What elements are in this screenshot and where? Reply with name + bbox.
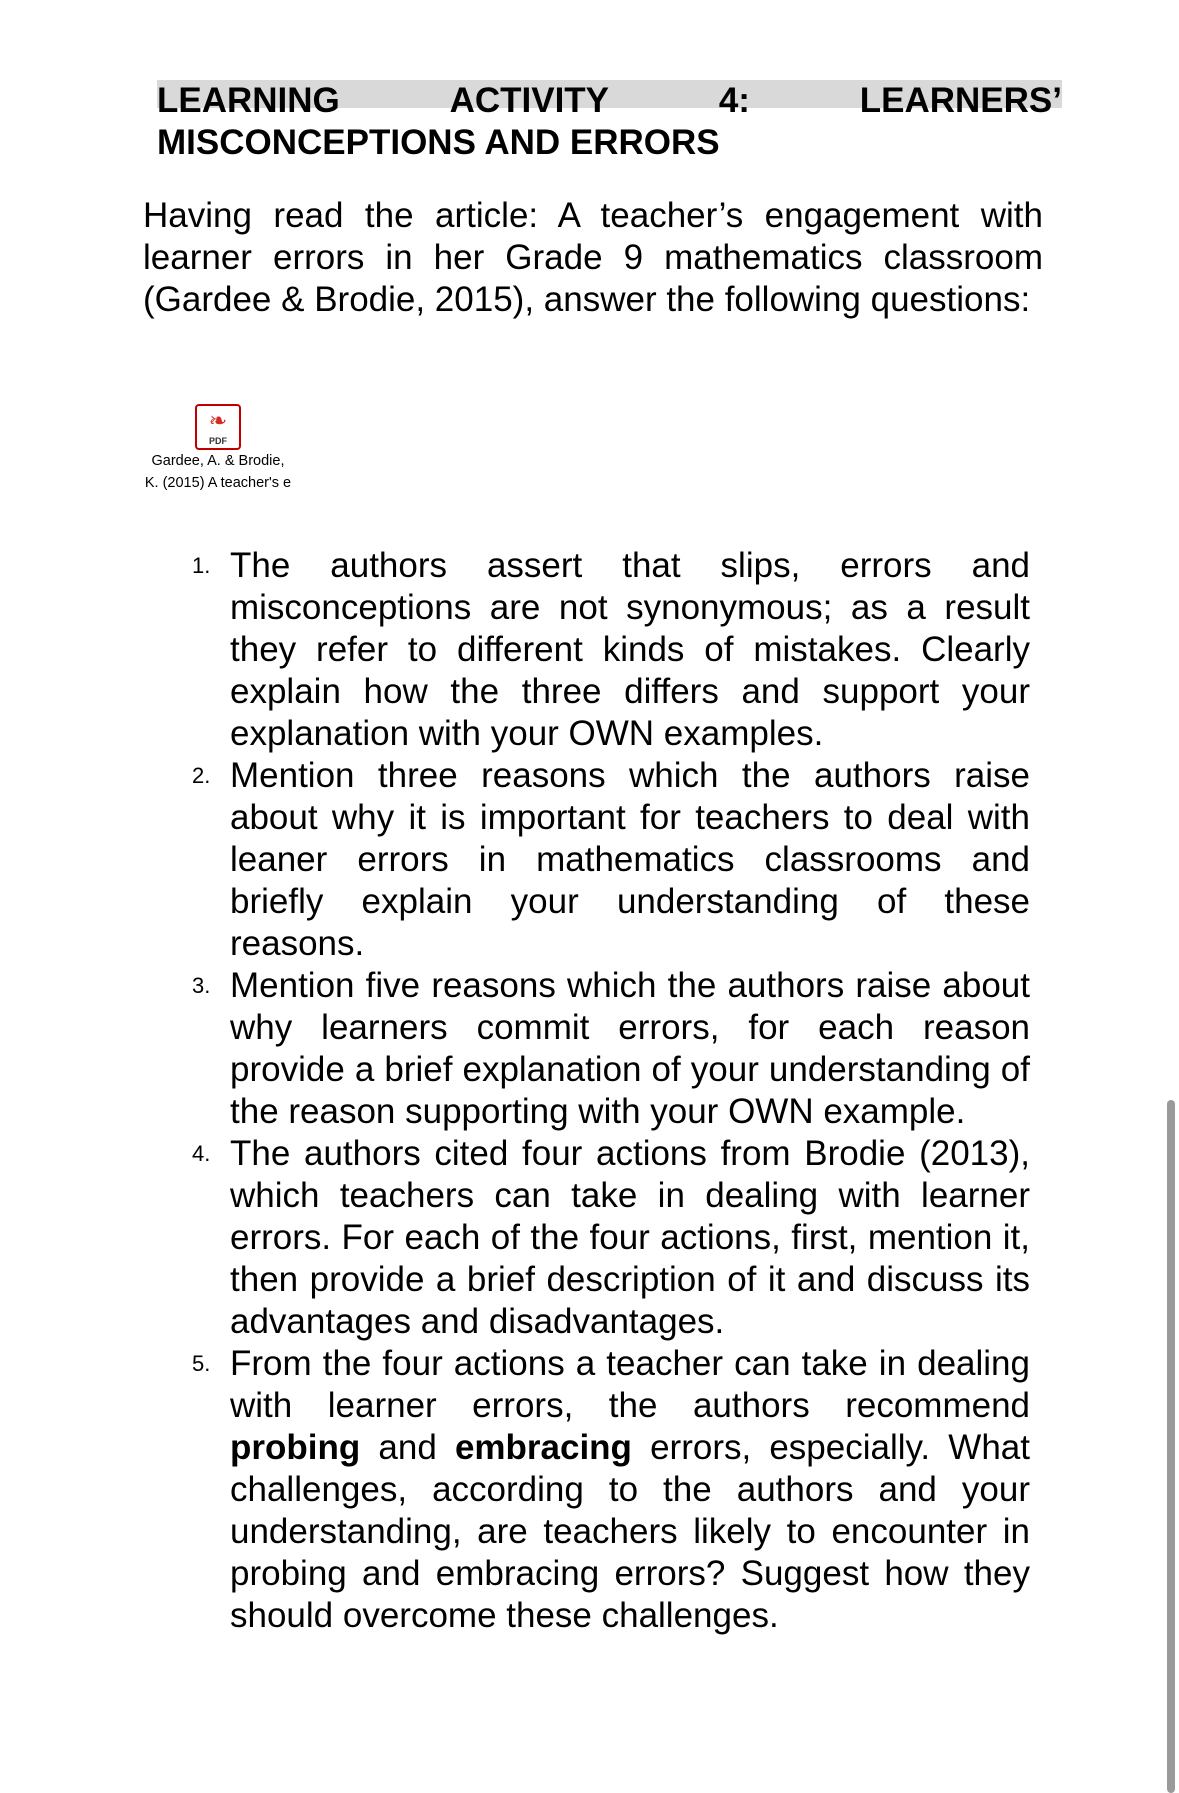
scrollbar-thumb[interactable]: [1167, 1100, 1175, 1793]
heading-word: 4:: [718, 81, 750, 120]
question-item: [192, 545, 1030, 755]
heading-line-2: MISCONCEPTIONS AND ERRORS: [157, 123, 720, 162]
question-number: 4.: [192, 1141, 211, 1166]
question-item: [192, 1343, 1030, 1637]
pdf-attachment[interactable]: [143, 404, 293, 494]
question-text: Mention five reasons which the authors raise about why learners commit errors, for each reason provide a brief explanation of your understanding of the reason supporting with your OWN example.: [230, 966, 1030, 1131]
question-number: 3.: [192, 973, 211, 998]
heading-word: LEARNING: [157, 81, 340, 120]
pdf-file-icon[interactable]: [195, 404, 241, 450]
question-item: [192, 1133, 1030, 1343]
question-text-part: and: [378, 1428, 437, 1467]
activity-heading: [157, 80, 1062, 164]
question-number: 1.: [192, 553, 211, 578]
attachment-caption-line-2: K. (2015) A teacher's e: [144, 475, 292, 491]
bold-term-probing: probing: [230, 1428, 361, 1467]
bold-term-embracing: embracing: [454, 1428, 632, 1467]
heading-word: ACTIVITY: [449, 81, 610, 120]
acrobat-glyph-icon: ❧: [208, 408, 228, 433]
question-item: [192, 755, 1030, 965]
question-text: The authors assert that slips, errors and misconceptions are not synonymous; as a result they refer to different kinds of mistakes. Clearly explain how the three differs and support your explanation with your OWN examples.: [230, 546, 1030, 753]
question-number: 2.: [192, 763, 211, 788]
question-text-part: errors, especially. What challenges, according to the authors and your understanding, are teachers likely to encounter in probing and embracing errors? Suggest how they should overcome these challenges.: [230, 1428, 1030, 1635]
question-text-part: From the four actions a teacher can take in dealing with learner errors, the authors recommend: [230, 1344, 1030, 1425]
attachment-caption-line-1: Gardee, A. & Brodie,: [151, 453, 285, 469]
question-item: [192, 965, 1030, 1133]
question-text: [230, 1343, 1030, 1637]
pdf-tag: PDF: [209, 436, 227, 446]
question-text: Mention three reasons which the authors raise about why it is important for teachers to deal with leaner errors in mathematics classrooms and briefly explain your understanding of these reasons.: [230, 756, 1030, 963]
heading-line-1: [157, 80, 1062, 122]
question-text: The authors cited four actions from Brodie (2013), which teachers can take in dealing with learner errors. For each of the four actions, first, mention it, then provide a brief description of it and discuss its advantages and disadvantages.: [230, 1134, 1030, 1341]
heading-word: LEARNERS’: [859, 81, 1062, 120]
vertical-scrollbar[interactable]: [1165, 0, 1179, 1793]
question-number: 5.: [192, 1351, 211, 1376]
question-list: [192, 545, 1030, 1637]
intro-paragraph: Having read the article: A teacher’s engagement with learner errors in her Grade 9 mathematics classroom (Gardee & Brodie, 2015), answer the following questions:: [143, 196, 1043, 319]
